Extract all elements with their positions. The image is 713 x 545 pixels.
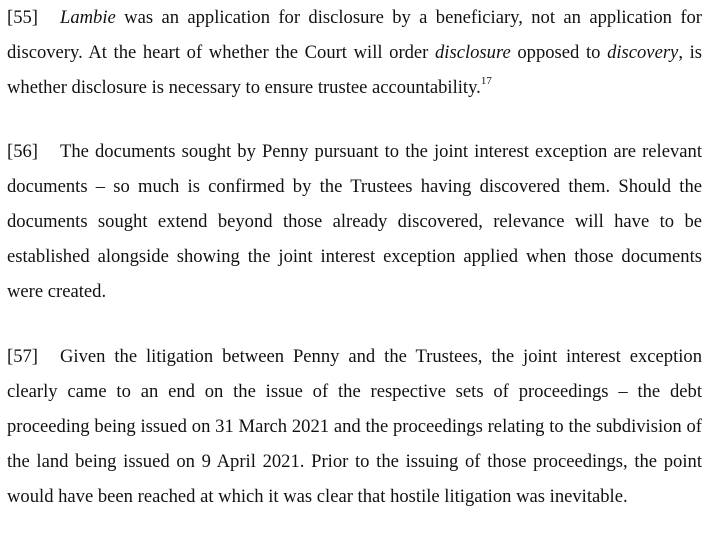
paragraph-number: [57] [7,346,38,367]
paragraph-56 [7,134,702,309]
paragraph-55 [7,0,702,105]
paragraph-text: Given the litigation between Penny and the Trustees, the joint interest exception clearly came to an end on the issue of the respective sets of proceedings – the debt proceeding being issued on 31 March 2021 and the proceedings relating to the subdivision of the land being issued on 9 April 2021. Prior to the issuing of those proceedings, the point would have been reached at which it was clear that hostile litigation was inevitable. [7,346,702,507]
paragraph-number: [56] [7,141,38,162]
paragraph-text: opposed to [510,42,608,63]
paragraph-text: The documents sought by Penny pursuant to the joint interest exception are relevant documents – so much is confirmed by the Trustees having discovered them. Should the documents sought extend beyond those already discovered, relevance will have to be established alongside showing the joint interest exception applied when those documents were created. [7,141,702,302]
emphasis-discovery: discovery [607,42,679,63]
paragraph-number: [55] [7,7,38,28]
footnote-reference[interactable]: 17 [480,74,492,87]
paragraph-text: , is whether disclosure is necessary to ensure trustee accountability. [7,42,702,98]
emphasis-disclosure: disclosure [435,42,511,63]
paragraph-text: was an application for disclosure by a beneficiary, not an application for discovery. At the heart of whether the Court will order [7,7,702,63]
paragraph-57 [7,339,702,514]
case-name: Lambie [59,7,116,28]
